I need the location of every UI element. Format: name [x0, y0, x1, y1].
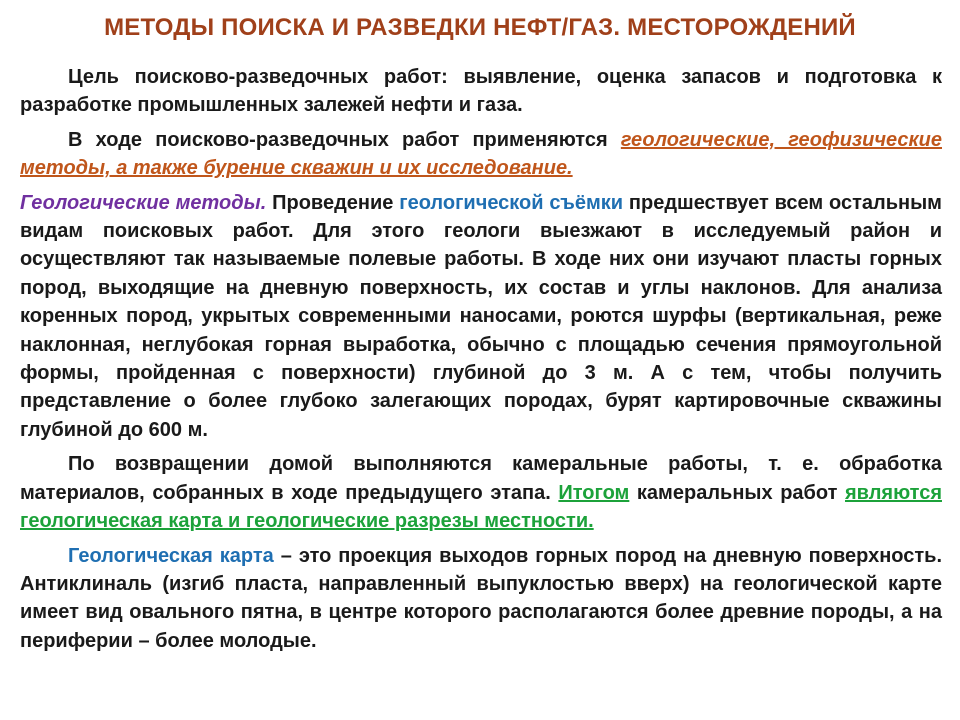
geological-text-b: предшествует всем остальным видам поисковых работ. Для этого геологи выезжают в исследуемый район и осуществляют так называемые полевые работы. В ходе них они изучают пласты горных пород, выходящие на дневную поверхность, их состав и углы наклонов. Для анализа коренных пород, укрытых современными наносами, роются шурфы (вертикальная, реже наклонная, неглубокая горная выработка, обычно с площадью сечения прямоугольной формы, пройденная с поверхности) глубиной до 3 м. А с тем, чтобы получить представление о более глубоко залегающих породах, бурят картировочные скважины глубиной до 600 м. [20, 191, 942, 441]
map-sections-link[interactable]: являются геологическая карта и геологические разрезы местности. [20, 481, 942, 533]
paragraph-geological [20, 189, 942, 445]
geological-text-a: Проведение [266, 191, 400, 214]
goal-text: Цель поисково-разведочных работ: выявление, оценка запасов и подготовка к разработке промышленных залежей нефти и газа. [20, 66, 942, 117]
geological-survey-term: геологической съёмки [399, 191, 624, 214]
paragraph-methods [20, 126, 942, 183]
paragraph-goal [20, 63, 942, 120]
geological-methods-term: Геологические методы. [20, 191, 267, 214]
methods-text: В ходе поисково-разведочных работ применяются [68, 128, 621, 151]
paragraph-office-work [20, 450, 942, 535]
methods-link[interactable]: геологические, геофизические методы, а также бурение скважин и их исследование. [20, 128, 942, 180]
slide-title: МЕТОДЫ ПОИСКА И РАЗВЕДКИ НЕФТ/ГАЗ. МЕСТОРОЖДЕНИЙ [104, 14, 856, 41]
result-link[interactable]: Итогом [558, 481, 630, 504]
geological-map-text: – это проекция выходов горных пород на дневную поверхность. Антиклиналь (изгиб пласта, направленный выпуклостью вверх) на геологической карте имеет вид овального пятна, в центре которого располагаются более древние породы, а на периферии – более молодые. [20, 544, 942, 652]
geological-map-term: Геологическая карта [68, 544, 274, 567]
paragraph-geological-map [20, 542, 942, 656]
office-text-a: По возвращении домой выполняются камеральные работы, т. е. обработка материалов, собранных в ходе предыдущего этапа. [20, 453, 942, 504]
office-text-b: камеральных работ [629, 481, 845, 504]
slide-body [20, 63, 942, 661]
